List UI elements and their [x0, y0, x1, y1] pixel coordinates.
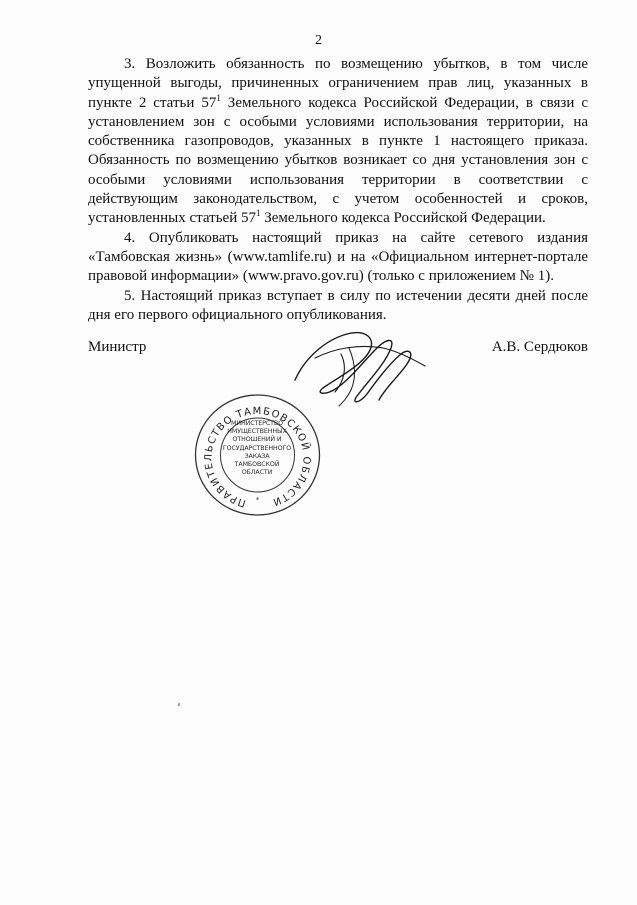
scan-speck [178, 703, 181, 707]
document-body [88, 55, 588, 325]
paragraph-3 [88, 55, 588, 229]
handwritten-signature [285, 318, 435, 413]
seal-line: МИНИСТЕРСТВО [231, 420, 283, 427]
seal-line: ЗАКАЗА [244, 452, 270, 460]
paragraph-3-part-3: Земельного кодекса Российской Федерации. [260, 210, 546, 227]
paragraph-4: 4. Опубликовать настоящий приказ на сайте сетевого издания «Тамбовская жизнь» (www.tamlife.ru) и на «Официальном интернет-портале правовой информации» (www.pravo.gov.ru) (только с приложением № 1). [88, 229, 588, 285]
seal-line: ИМУЩЕСТВЕННЫХ [227, 428, 287, 436]
paragraph-3-part-1: 3. Возложить обязанность по возмещению убытков, в том числе упущенной выгоды, причиненных ограничением прав лиц, указанных в пункте 2 статьи 57 [88, 56, 588, 111]
seal-line: ГОСУДАРСТВЕННОГО [222, 444, 292, 452]
signer-title: Министр [88, 339, 147, 355]
superscript-1: 1 [216, 92, 221, 103]
paragraph-3-part-2: Земельного кодекса Российской Федерации, в связи с установлением зон с особыми условиями использования территории, на собственника газопроводов, указанных в пункте 1 настоящего приказа. Обязанность по возмещению убытков возникает со дня установления зон с особыми условиями использования территории в соответствии с действующим законодательством, с учетом особенностей и сроков, установленных статьей 57 [88, 94, 588, 227]
paragraph-5: 5. Настоящий приказ вступает в силу по истечении десяти дней после дня его первого официального опубликования. [88, 287, 588, 323]
seal-line: ОТНОШЕНИЙ И [232, 436, 282, 444]
seal-center-text [222, 420, 292, 477]
superscript-1: 1 [256, 208, 261, 219]
seal-line: ТАМБОВСКОЙ [234, 461, 280, 469]
seal-line: ОБЛАСТИ [241, 469, 273, 477]
page-number: 2 [315, 33, 322, 48]
signer-name: А.В. Сердюков [491, 339, 588, 355]
svg-text:*: * [255, 496, 260, 504]
seal-ring-textpath: ПРАВИТЕЛЬСТВО ТАМБОВСКОЙ ОБЛАСТИ [203, 405, 312, 509]
